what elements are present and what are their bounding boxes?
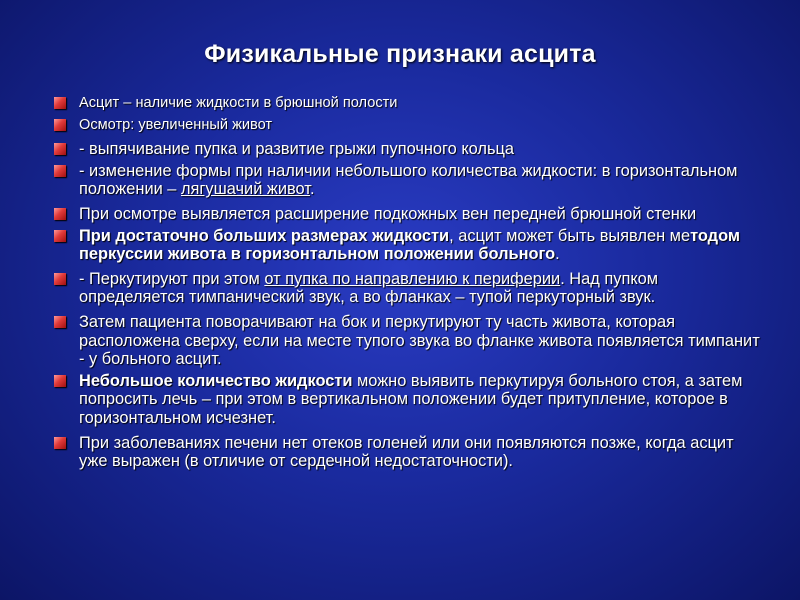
- list-item: [54, 116, 766, 135]
- item-underlined-text: от пупка по направлению к периферии: [264, 269, 561, 288]
- square-bullet-icon: [54, 165, 66, 177]
- item-text: .: [555, 245, 560, 264]
- item-text: . Над пупком определяется тимпанический звук, а во фланках – тупой перкуторный звук.: [79, 269, 659, 307]
- item-bold-text: тодом перкуссии живота в горизонтальном положении больного: [79, 226, 740, 264]
- item-bold-text: Небольшое количество жидкости: [79, 371, 353, 390]
- item-text: Затем пациента поворачивают на бок и перкутируют ту часть живота, которая расположена сверху, если на месте тупого звука во фланке живота появляется тимпанит - у больного асцит.: [79, 312, 760, 369]
- list-item: [54, 94, 766, 113]
- list-item: [54, 270, 766, 307]
- square-bullet-icon: [54, 97, 66, 109]
- square-bullet-icon: [54, 208, 66, 220]
- item-text: При заболеваниях печени нет отеков голеней или они появляются позже, когда асцит уже выражен (в отличие от сердечной недостаточности).: [79, 433, 734, 471]
- item-text: - изменение формы при наличии небольшого количества жидкости: в горизонтальном положении –: [79, 161, 738, 199]
- item-text: При осмотре выявляется расширение подкожных вен передней брюшной стенки: [79, 204, 697, 223]
- list-item: [54, 434, 766, 471]
- item-bold-text: При достаточно больших размерах жидкости: [79, 226, 450, 245]
- square-bullet-icon: [54, 273, 66, 285]
- square-bullet-icon: [54, 316, 66, 328]
- item-text: .: [310, 180, 315, 199]
- bullet-list: [54, 94, 766, 471]
- item-text: Осмотр: увеличенный живот: [79, 116, 273, 133]
- list-item: [54, 162, 766, 199]
- list-item: [54, 140, 766, 159]
- item-text: - Перкутируют при этом: [79, 269, 265, 288]
- item-text: можно выявить перкутируя больного стоя, а затем попросить лечь – при этом в вертикальном положении будет притупление, которое в горизонтальном исчезнет.: [79, 371, 743, 427]
- square-bullet-icon: [54, 143, 66, 155]
- item-underlined-text: лягушачий живот: [180, 180, 310, 199]
- list-item: [54, 372, 766, 428]
- square-bullet-icon: [54, 375, 66, 387]
- square-bullet-icon: [54, 437, 66, 449]
- item-text: , асцит может быть выявлен ме: [449, 226, 691, 245]
- list-item: [54, 313, 766, 369]
- square-bullet-icon: [54, 119, 66, 131]
- item-text: Асцит – наличие жидкости в брюшной полости: [79, 95, 398, 111]
- slide-title: Физикальные признаки асцита: [204, 40, 596, 68]
- item-text: - выпячивание пупка и развитие грыжи пупочного кольца: [79, 140, 515, 159]
- list-item: [54, 205, 766, 224]
- list-item: [54, 227, 766, 264]
- square-bullet-icon: [54, 230, 66, 242]
